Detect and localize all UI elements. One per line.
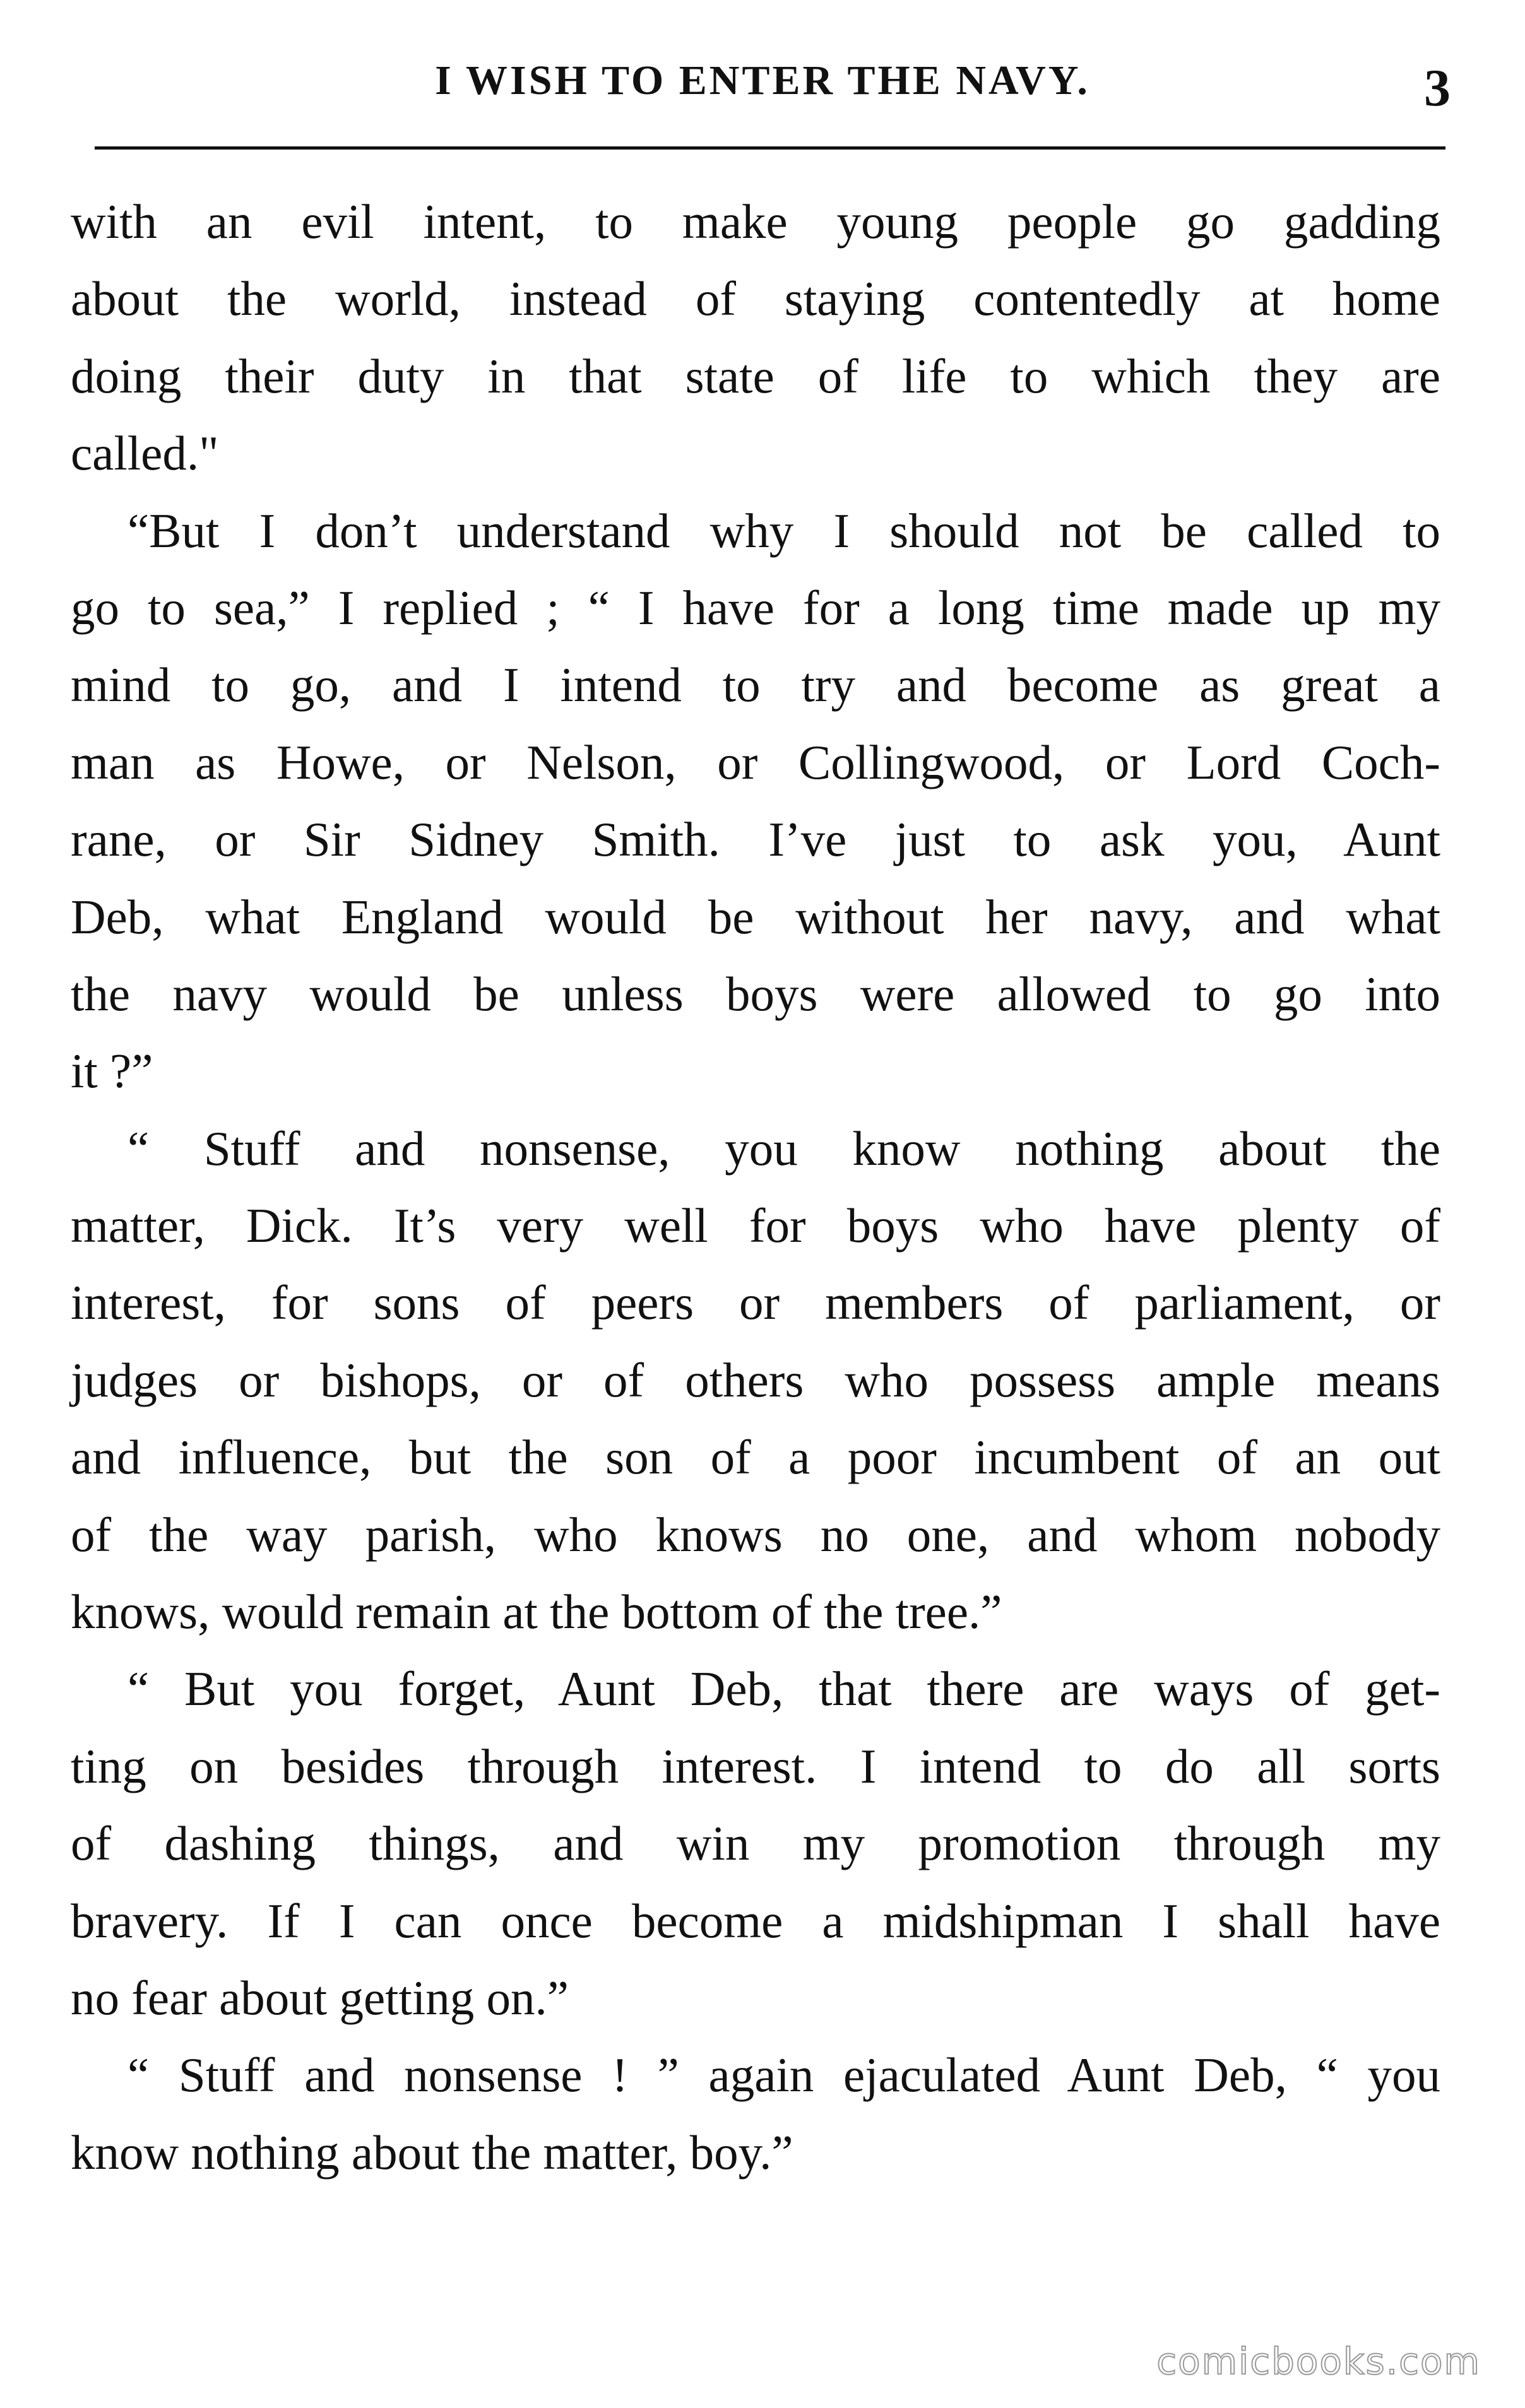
body-text [71,183,1440,2191]
text-line: ting on besides through interest. I intend to do all sorts [71,1738,1440,1793]
text-line: of dashing things, and win my promotion through my [71,1816,1440,1871]
text-line: of the way parish, who knows no one, and whom nobody [71,1507,1440,1562]
text-line: doing their duty in that state of life to which they are [71,348,1440,403]
text-line: know nothing about the matter, boy.” [71,2125,793,2180]
paragraph-first-line: “ Stuff and nonsense, you know nothing about the [128,1121,1440,1176]
text-line: matter, Dick. It’s very well for boys who have plenty of [71,1198,1440,1253]
text-line: no fear about getting on.” [71,1970,569,2025]
text-line: Deb, what England would be without her navy, and what [71,889,1440,944]
header-rule [95,146,1445,150]
text-line: man as Howe, or Nelson, or Collingwood, or Lord Coch- [71,735,1440,789]
text-line: with an evil intent, to make young people go gadding [71,194,1440,249]
text-line: called." [71,426,219,481]
page-number: 3 [1424,59,1451,117]
paragraph-first-line: “ But you forget, Aunt Deb, that there are ways of get- [128,1661,1440,1716]
text-line: rane, or Sir Sidney Smith. I’ve just to ask you, Aunt [71,812,1440,867]
paragraph-first-line: “ Stuff and nonsense ! ” again ejaculated Aunt Deb, “ you [128,2048,1440,2103]
running-title: I WISH TO ENTER THE NAVY. [435,57,1090,103]
text-line: and influence, but the son of a poor incumbent of an out [71,1430,1440,1485]
watermark: comicbooks.com [1156,2340,1481,2383]
text-line: mind to go, and I intend to try and become as great a [71,658,1440,712]
running-head [0,49,1525,125]
paragraph-first-line: “But I don’t understand why I should not be called to [128,503,1440,558]
text-line: it ?” [71,1044,153,1099]
text-line: bravery. If I can once become a midshipman I shall have [71,1893,1440,1948]
text-line: interest, for sons of peers or members of parliament, or [71,1275,1440,1330]
text-line: go to sea,” I replied ; “ I have for a long time made up my [71,580,1440,635]
text-line: the navy would be unless boys were allowed to go into [71,966,1440,1021]
text-line: judges or bishops, or of others who possess ample means [71,1352,1440,1407]
text-line: knows, would remain at the bottom of the tree.” [71,1585,1002,1639]
text-line: about the world, instead of staying contentedly at home [71,271,1440,326]
